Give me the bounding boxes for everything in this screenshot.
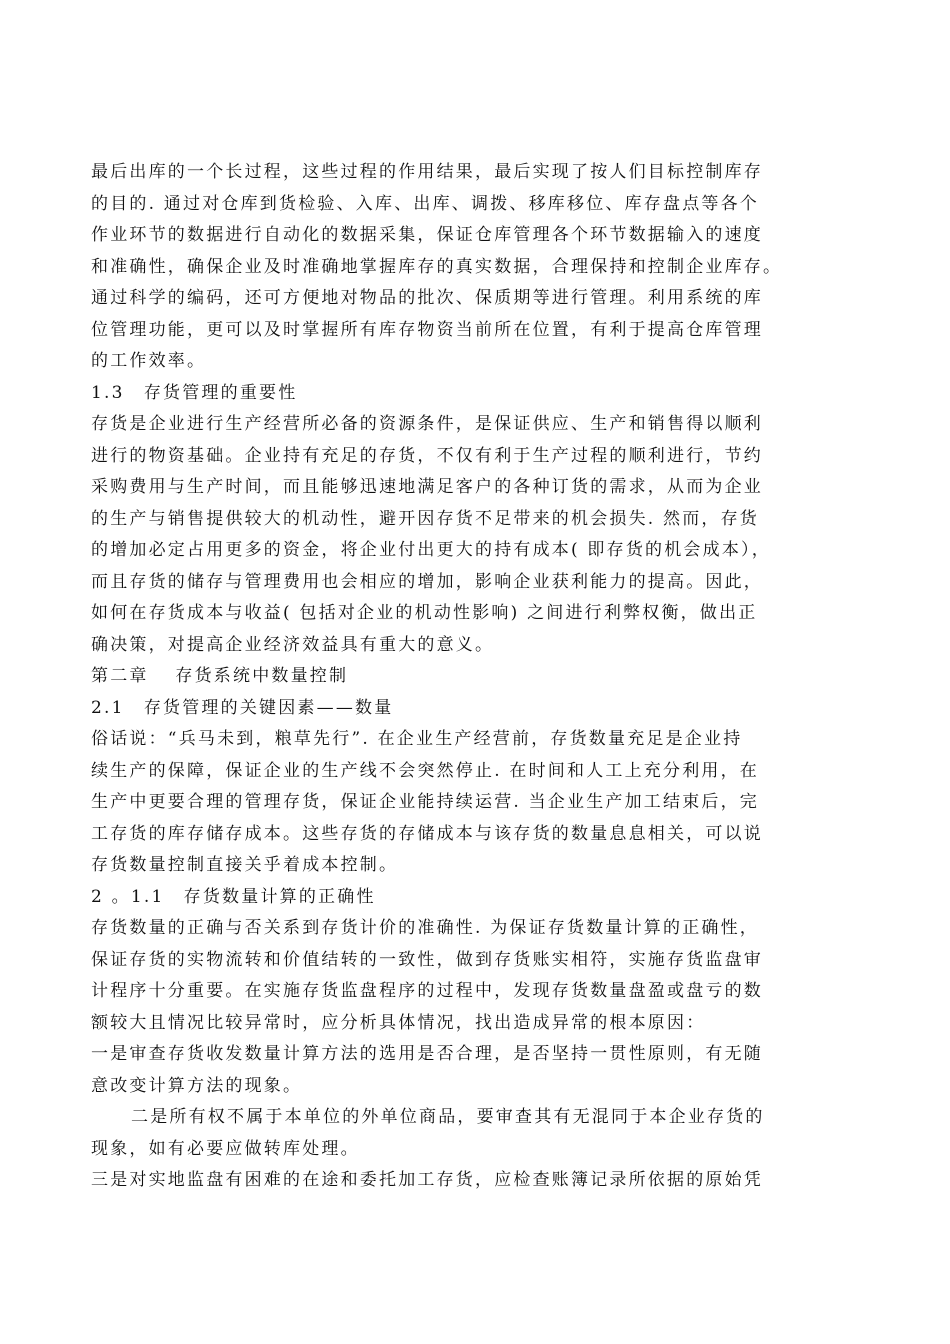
text-line: 而且存货的储存与管理费用也会相应的增加，影响企业获利能力的提高。因此，: [91, 571, 763, 592]
text-line: 的目的. 通过对仓库到货检验、入库、出库、调拨、移库移位、库存盘点等各个: [91, 193, 760, 214]
text-line: 现象，如有必要应做转库处理。: [91, 1138, 360, 1159]
text-line: 保证存货的实物流转和价值结转的一致性，做到存货账实相符，实施存货监盘审: [91, 949, 763, 970]
text-line: 和准确性，确保企业及时准确地掌握库存的真实数据，合理保持和控制企业库存。: [91, 256, 783, 277]
text-line: 意改变计算方法的现象。: [91, 1075, 303, 1096]
text-line: 续生产的保障，保证企业的生产线不会突然停止. 在时间和人工上充分利用，在: [91, 760, 760, 781]
text-line: 额较大且情况比较异常时，应分析具体情况，找出造成异常的根本原因：: [91, 1012, 706, 1033]
text-line: 位管理功能，更可以及时掌握所有库存物资当前所在位置，有利于提高仓库管理: [91, 319, 763, 340]
text-line: 存货是企业进行生产经营所必备的资源条件，是保证供应、生产和销售得以顺利: [91, 414, 763, 434]
text-line: 最后出库的一个长过程，这些过程的作用结果，最后实现了按人们目标控制库存: [91, 162, 763, 182]
text-line: 俗话说：“兵马未到，粮草先行”. 在企业生产经营前，存货数量充足是企业持: [91, 729, 743, 749]
text-line: 如何在存货成本与收益( 包括对企业的机动性影响) 之间进行利弊权衡，做出正: [91, 603, 758, 623]
text-line: 存货数量的正确与否关系到存货计价的准确性. 为保证存货数量计算的正确性，: [91, 918, 760, 938]
text-line: 的增加必定占用更多的资金，将企业付出更大的持有成本( 即存货的机会成本），: [91, 540, 771, 560]
text-line: 的生产与销售提供较大的机动性，避开因存货不足带来的机会损失. 然而，存货: [91, 508, 760, 529]
chapter-heading: 第二章 存货系统中数量控制: [91, 666, 349, 686]
section-heading: 2.1 存货管理的关键因素——数量: [91, 697, 394, 718]
text-line: 的工作效率。: [91, 351, 207, 371]
section-heading: 2 。1.1 存货数量计算的正确性: [91, 886, 376, 907]
text-line: 生产中更要合理的管理存货，保证企业能持续运营. 当企业生产加工结束后，完: [91, 792, 760, 812]
text-line: 二是所有权不属于本单位的外单位商品，要审查其有无混同于本企业存货的: [131, 1107, 765, 1127]
text-line: 进行的物资基础。企业持有充足的存货，不仅有利于生产过程的顺利进行，节约: [91, 445, 763, 466]
text-line: 确决策，对提高企业经济效益具有重大的意义。: [91, 634, 495, 655]
text-line: 存货数量控制直接关乎着成本控制。: [91, 855, 399, 875]
text-line: 三是对实地监盘有困难的在途和委托加工存货，应检查账簿记录所依据的原始凭: [91, 1170, 763, 1190]
document-body: [91, 157, 861, 1197]
text-line: 通过科学的编码，还可方便地对物品的批次、保质期等进行管理。利用系统的库: [91, 288, 763, 308]
text-line: 一是审查存货收发数量计算方法的选用是否合理，是否坚持一贯性原则，有无随: [91, 1044, 763, 1064]
section-heading: 1.3 存货管理的重要性: [91, 382, 298, 403]
text-line: 采购费用与生产时间，而且能够迅速地满足客户的各种订货的需求，从而为企业: [91, 477, 763, 497]
text-line: 作业环节的数据进行自动化的数据采集，保证仓库管理各个环节数据输入的速度: [91, 225, 763, 245]
text-line: 工存货的库存储存成本。这些存货的存储成本与该存货的数量息息相关，可以说: [91, 823, 763, 844]
text-line: 计程序十分重要。在实施存货监盘程序的过程中，发现存货数量盘盈或盘亏的数: [91, 981, 763, 1001]
